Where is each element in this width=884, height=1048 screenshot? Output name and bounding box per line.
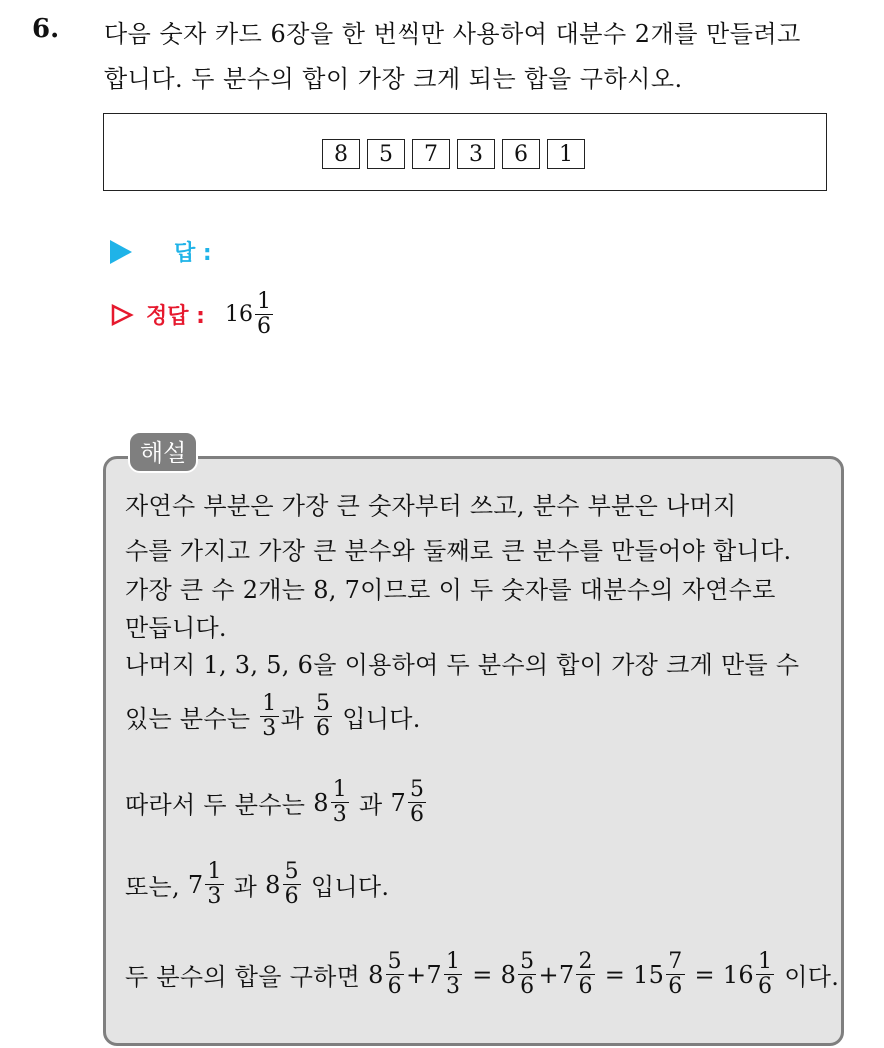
denominator: 6: [256, 314, 271, 340]
number-card: 5: [367, 139, 405, 169]
fraction: [518, 950, 536, 999]
mixed-number: [313, 778, 351, 827]
mixed-number: [265, 860, 303, 909]
text-segment: 또는,: [125, 873, 180, 902]
mixed-number: [559, 950, 597, 999]
text-segment: 따라서 두 분수는: [125, 791, 306, 820]
number-cards: [322, 139, 585, 169]
text-segment: 있는 분수는: [125, 705, 251, 734]
play-triangle-icon: [110, 240, 132, 264]
explanation-line: [125, 692, 835, 741]
whole-part: 8: [265, 870, 281, 899]
numerator: 5: [387, 949, 402, 974]
whole-part: 8: [313, 788, 329, 817]
whole-part: 15: [633, 960, 665, 989]
question-text: [104, 12, 874, 102]
numerator: 5: [410, 777, 425, 802]
numerator: 5: [520, 949, 535, 974]
mixed-number: [501, 950, 539, 999]
question-line: 합니다. 두 분수의 합이 가장 크게 되는 합을 구하시오.: [104, 65, 683, 93]
explanation-tag: 해설: [128, 431, 198, 473]
denominator: 6: [387, 974, 402, 1000]
numerator: 5: [284, 859, 299, 884]
number-card: 1: [547, 139, 585, 169]
explanation-line: 나머지 1, 3, 5, 6을 이용하여 두 분수의 합이 가장 크게 만들 수: [125, 651, 800, 679]
fraction: [331, 778, 349, 827]
numerator: 1: [207, 859, 222, 884]
fraction: [666, 950, 684, 999]
whole-part: 7: [558, 960, 575, 989]
numerator: 1: [262, 691, 277, 716]
fraction: [314, 692, 332, 741]
whole-part: 7: [187, 870, 204, 899]
whole-part: 8: [368, 960, 384, 989]
denominator: 3: [262, 716, 277, 742]
explanation-line: [125, 860, 835, 909]
numerator: 1: [757, 949, 773, 974]
correct-answer-row: [110, 290, 275, 339]
text-segment: 이다.: [784, 963, 840, 992]
explanation-line: 가장 큰 수 2개는 8, 7이므로 이 두 숫자를 대분수의 자연수로: [125, 576, 776, 604]
whole-part: 7: [390, 788, 407, 817]
text-segment: 두 분수의 합을 구하면: [125, 963, 361, 992]
number-card: 3: [457, 139, 495, 169]
fraction: [260, 692, 278, 741]
answer-row: [110, 236, 212, 267]
explanation-line: 만듭니다.: [125, 614, 227, 642]
whole-part: 7: [426, 960, 442, 989]
denominator: 6: [410, 802, 425, 828]
text-segment: 과: [280, 705, 305, 734]
correct-answer-value: [225, 290, 275, 339]
plus-sign: +: [538, 960, 559, 989]
outline-triangle-icon: [110, 303, 134, 327]
explanation-line: [125, 778, 835, 827]
denominator: 3: [332, 802, 348, 828]
fraction: [576, 950, 594, 999]
text-segment: 입니다.: [310, 873, 390, 902]
plus-sign: +: [405, 960, 427, 989]
question-number: 6.: [32, 14, 60, 44]
whole-part: 8: [500, 960, 517, 989]
whole-part: 16: [722, 960, 754, 989]
fraction: [283, 860, 301, 909]
denominator: 6: [284, 884, 299, 910]
fraction: [408, 778, 426, 827]
denominator: 6: [316, 716, 331, 742]
denominator: 3: [207, 884, 222, 910]
explanation-line: 수를 가지고 가장 큰 분수와 둘째로 큰 분수를 만들어야 합니다.: [125, 537, 792, 565]
numerator: 2: [578, 949, 593, 974]
text-segment: 입니다.: [342, 705, 421, 734]
denominator: 3: [445, 974, 461, 1000]
denominator: 6: [757, 974, 773, 1000]
fraction: [386, 950, 404, 999]
denominator: 6: [578, 974, 593, 1000]
numerator: 1: [445, 949, 461, 974]
mixed-number: [368, 950, 406, 999]
mixed-number: [188, 860, 226, 909]
numerator: 1: [332, 777, 348, 802]
fraction: [255, 290, 273, 339]
text-segment: 과: [359, 791, 383, 820]
question-line: 다음 숫자 카드 6장을 한 번씩만 사용하여 대분수 2개를 만들려고: [104, 20, 801, 48]
mixed-number: [633, 950, 686, 999]
mixed-number: [426, 950, 464, 999]
number-card: 8: [322, 139, 360, 169]
denominator: 6: [668, 974, 683, 1000]
numerator: 1: [256, 289, 271, 314]
number-card: 6: [502, 139, 540, 169]
mixed-number: [390, 778, 428, 827]
fraction: [444, 950, 462, 999]
numerator: 7: [668, 949, 683, 974]
denominator: 6: [520, 974, 535, 1000]
explanation-line: 자연수 부분은 가장 큰 숫자부터 쓰고, 분수 부분은 나머지: [125, 492, 737, 520]
correct-answer-label: 정답 :: [146, 304, 205, 330]
mixed-number: [723, 950, 776, 999]
equals-sign: =: [472, 960, 493, 989]
equals-sign: =: [604, 960, 626, 989]
equals-sign: =: [694, 960, 715, 989]
explanation-line: [125, 949, 840, 1000]
fraction: [205, 860, 223, 909]
answer-label: 답 :: [174, 241, 212, 266]
text-segment: 과: [233, 873, 258, 902]
number-card: 7: [412, 139, 450, 169]
fraction: [756, 950, 774, 999]
whole-part: 16: [224, 302, 253, 328]
numerator: 5: [316, 691, 331, 716]
